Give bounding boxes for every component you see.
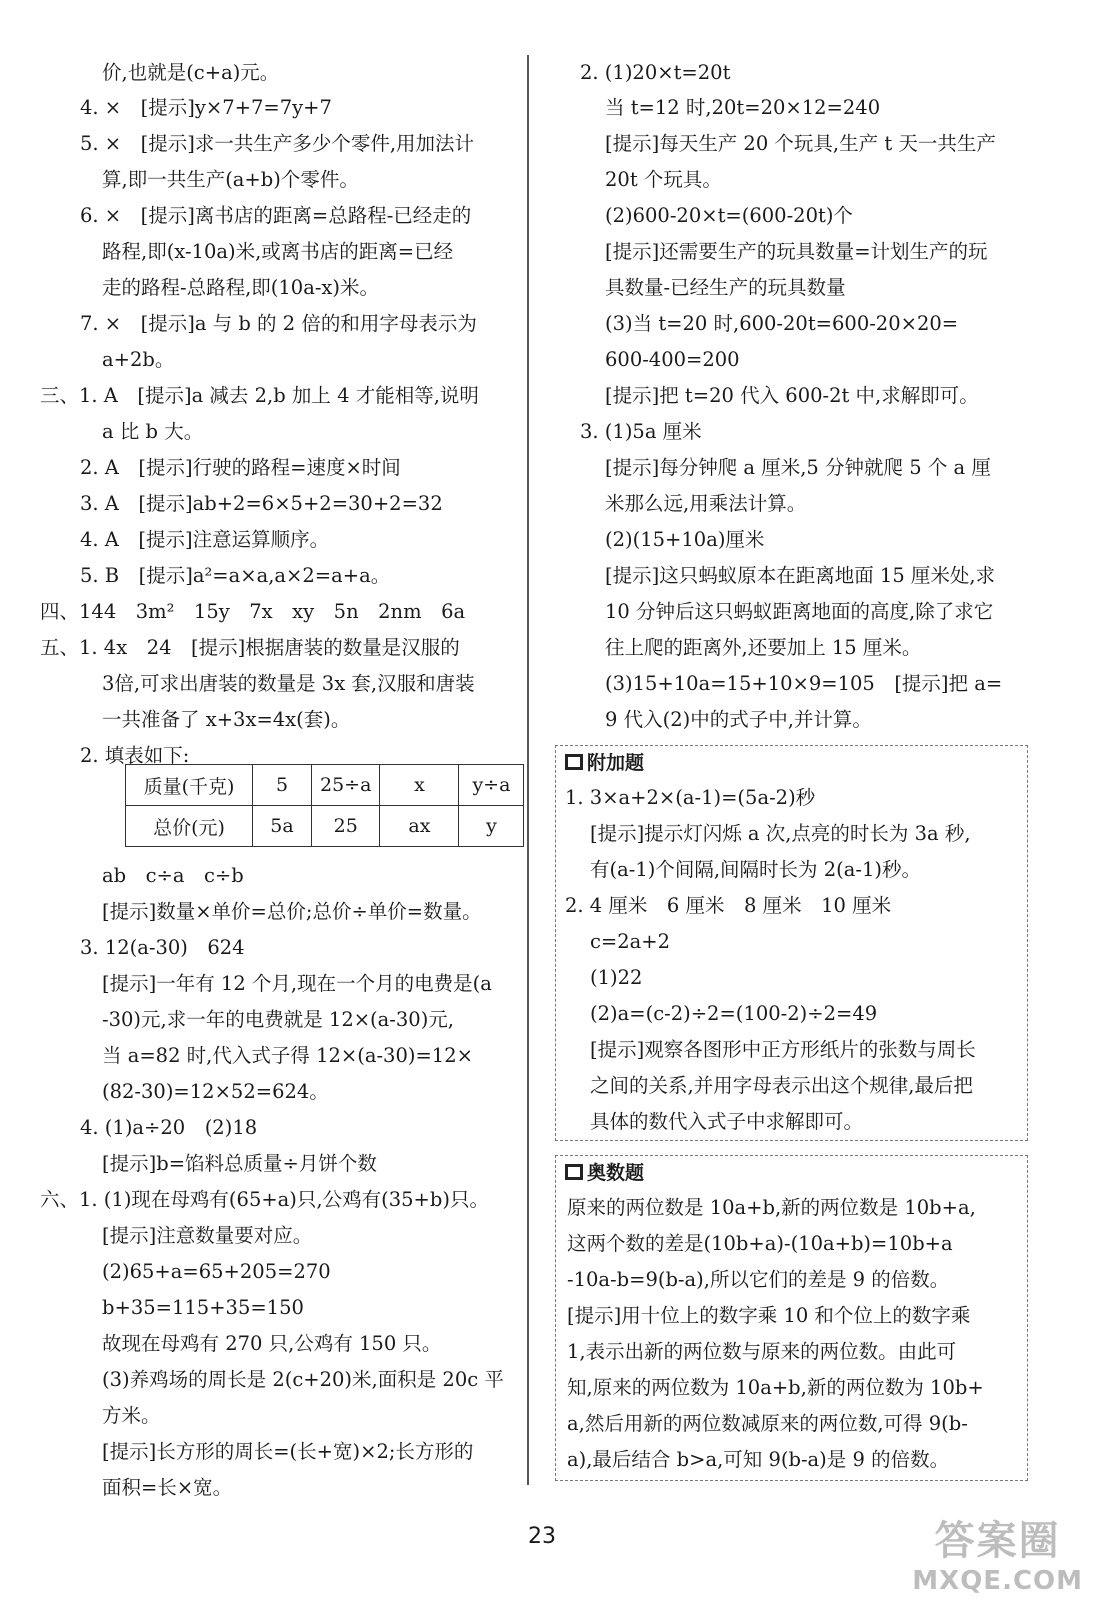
- text-line: a 比 b 大。: [102, 420, 204, 443]
- table-cell: ax: [380, 806, 459, 847]
- text-line: [提示]每天生产 20 个玩具,生产 t 天一共生产: [605, 132, 996, 155]
- text-line: [提示]数量×单价=总价;总价÷单价=数量。: [102, 900, 482, 923]
- text-line: (2)(15+10a)厘米: [605, 528, 765, 551]
- text-line: 4. (1)a÷20 (2)18: [80, 1116, 258, 1139]
- text-line: (82-30)=12×52=624。: [102, 1080, 329, 1103]
- text-line: 9 代入(2)中的式子中,并计算。: [605, 708, 872, 731]
- table-cell: 5a: [253, 806, 312, 847]
- table-row: [126, 765, 524, 806]
- text-line: 20t 个玩具。: [605, 168, 722, 191]
- text-line: [提示]把 t=20 代入 600-2t 中,求解即可。: [605, 384, 979, 407]
- fill-in-table: [125, 764, 524, 847]
- table-cell: 25÷a: [312, 765, 380, 806]
- olympiad-title: 奥数题: [565, 1158, 644, 1188]
- text-line: 这两个数的差是(10b+a)-(10a+b)=10b+a: [567, 1232, 953, 1255]
- flag-icon: [565, 1164, 583, 1180]
- text-line: 5. × [提示]求一共生产多少个零件,用加法计: [80, 132, 475, 155]
- table-cell: y÷a: [459, 765, 524, 806]
- text-line: 3倍,可求出唐装的数量是 3x 套,汉服和唐装: [102, 672, 475, 695]
- text-line: 4. × [提示]y×7+7=7y+7: [80, 96, 332, 119]
- table-cell: 5: [253, 765, 312, 806]
- text-line: 路程,即(x-10a)米,或离书店的距离=已经: [102, 240, 454, 263]
- flag-icon: [565, 754, 583, 770]
- text-line: [提示]注意数量要对应。: [102, 1224, 313, 1247]
- column-divider: [527, 55, 529, 1485]
- text-line: 一共准备了 x+3x=4x(套)。: [102, 708, 351, 731]
- text-line: (2)65+a=65+205=270: [102, 1260, 331, 1283]
- text-line: 面积=长×宽。: [102, 1476, 233, 1499]
- text-line: a+2b。: [102, 348, 175, 371]
- text-line: [提示]用十位上的数字乘 10 和个位上的数字乘: [567, 1304, 971, 1327]
- text-line: 五、1. 4x 24 [提示]根据唐装的数量是汉服的: [40, 636, 460, 659]
- text-line: 10 分钟后这只蚂蚁距离地面的高度,除了求它: [605, 600, 994, 623]
- text-line: (2)600-20×t=(600-20t)个: [605, 204, 853, 227]
- bonus-title: 附加题: [565, 748, 644, 778]
- table-cell: y: [459, 806, 524, 847]
- text-line: 具数量-已经生产的玩具数量: [605, 276, 846, 299]
- table-cell: 质量(千克): [126, 765, 253, 806]
- text-line: [提示]每分钟爬 a 厘米,5 分钟就爬 5 个 a 厘: [605, 456, 991, 479]
- page-number: 23: [528, 1524, 556, 1549]
- table-row: [126, 806, 524, 847]
- text-line: 4. A [提示]注意运算顺序。: [80, 528, 330, 551]
- text-line: 算,即一共生产(a+b)个零件。: [102, 168, 359, 191]
- text-line: 具体的数代入式子中求解即可。: [590, 1110, 864, 1133]
- table-cell: x: [380, 765, 459, 806]
- text-line: 方米。: [102, 1404, 161, 1427]
- text-line: 当 t=12 时,20t=20×12=240: [605, 96, 881, 119]
- text-line: a),最后结合 b>a,可知 9(b-a)是 9 的倍数。: [567, 1448, 950, 1471]
- text-line: 当 a=82 时,代入式子得 12×(a-30)=12×: [102, 1044, 473, 1067]
- text-line: 原来的两位数是 10a+b,新的两位数是 10b+a,: [567, 1196, 976, 1219]
- text-line: 价,也就是(c+a)元。: [102, 61, 280, 84]
- text-line: (3)养鸡场的周长是 2(c+20)米,面积是 20c 平: [102, 1368, 504, 1391]
- text-line: [提示]提示灯闪烁 a 次,点亮的时长为 3a 秒,: [590, 822, 971, 845]
- text-line: (1)22: [590, 966, 643, 989]
- text-line: 3. A [提示]ab+2=6×5+2=30+2=32: [80, 492, 443, 515]
- text-line: -30)元,求一年的电费就是 12×(a-30)元,: [102, 1008, 454, 1031]
- text-line: (2)a=(c-2)÷2=(100-2)÷2=49: [590, 1002, 878, 1025]
- text-line: c=2a+2: [590, 930, 671, 953]
- text-line: -10a-b=9(b-a),所以它们的差是 9 的倍数。: [567, 1268, 950, 1291]
- text-line: 2. 4 厘米 6 厘米 8 厘米 10 厘米: [565, 894, 892, 917]
- text-line: 3. (1)5a 厘米: [580, 420, 702, 443]
- text-line: [提示]一年有 12 个月,现在一个月的电费是(a: [102, 972, 492, 995]
- text-line: 1,表示出新的两位数与原来的两位数。由此可: [567, 1340, 957, 1363]
- text-line: [提示]观察各图形中正方形纸片的张数与周长: [590, 1038, 976, 1061]
- text-line: 3. 12(a-30) 624: [80, 936, 245, 959]
- text-line: 往上爬的距离外,还要加上 15 厘米。: [605, 636, 922, 659]
- text-line: 7. × [提示]a 与 b 的 2 倍的和用字母表示为: [80, 312, 477, 335]
- text-line: 四、144 3m² 15y 7x xy 5n 2nm 6a: [40, 600, 466, 623]
- text-line: 有(a-1)个间隔,间隔时长为 2(a-1)秒。: [590, 858, 921, 881]
- text-line: 知,原来的两位数为 10a+b,新的两位数为 10b+: [567, 1376, 984, 1399]
- text-line: 2. (1)20×t=20t: [580, 61, 731, 84]
- text-line: ab c÷a c÷b: [102, 864, 244, 887]
- text-line: 2. 填表如下:: [80, 744, 190, 767]
- text-line: [提示]这只蚂蚁原本在距离地面 15 厘米处,求: [605, 564, 996, 587]
- watermark-logo: 答案圈 MXQE.COM: [912, 1518, 1083, 1596]
- text-line: 走的路程-总路程,即(10a-x)米。: [102, 276, 380, 299]
- text-line: [提示]长方形的周长=(长+宽)×2;长方形的: [102, 1440, 474, 1463]
- text-line: 5. B [提示]a²=a×a,a×2=a+a。: [80, 564, 391, 587]
- table-cell: 总价(元): [126, 806, 253, 847]
- text-line: 三、1. A [提示]a 减去 2,b 加上 4 才能相等,说明: [40, 384, 479, 407]
- text-line: [提示]还需要生产的玩具数量=计划生产的玩: [605, 240, 988, 263]
- text-line: 6. × [提示]离书店的距离=总路程-已经走的: [80, 204, 472, 227]
- text-line: 六、1. (1)现在母鸡有(65+a)只,公鸡有(35+b)只。: [40, 1188, 489, 1211]
- text-line: [提示]b=馅料总质量÷月饼个数: [102, 1152, 377, 1175]
- text-line: (3)当 t=20 时,600-20t=600-20×20=: [605, 312, 959, 335]
- text-line: b+35=115+35=150: [102, 1296, 304, 1319]
- text-line: 米那么远,用乘法计算。: [605, 492, 807, 515]
- text-line: 600-400=200: [605, 348, 740, 371]
- text-line: 故现在母鸡有 270 只,公鸡有 150 只。: [102, 1332, 442, 1355]
- text-line: 1. 3×a+2×(a-1)=(5a-2)秒: [565, 786, 816, 809]
- text-line: 之间的关系,并用字母表示出这个规律,最后把: [590, 1074, 973, 1097]
- table-cell: 25: [312, 806, 380, 847]
- text-line: 2. A [提示]行驶的路程=速度×时间: [80, 456, 401, 479]
- text-line: a,然后用新的两位数减原来的两位数,可得 9(b-: [567, 1412, 968, 1435]
- text-line: (3)15+10a=15+10×9=105 [提示]把 a=: [605, 672, 1003, 695]
